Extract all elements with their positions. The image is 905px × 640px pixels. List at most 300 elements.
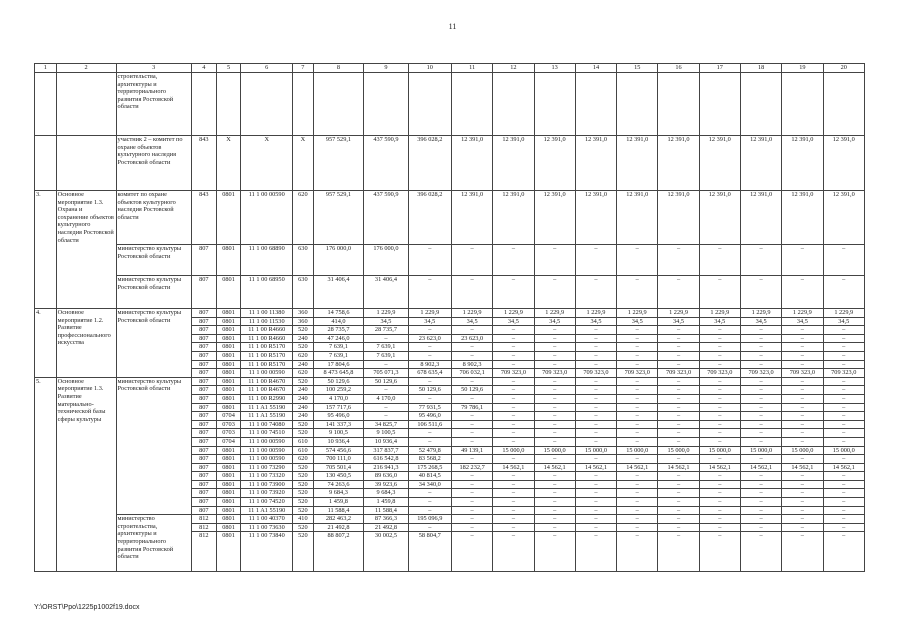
executor-cell: министерство культуры Ростовской области bbox=[116, 245, 191, 276]
value-cell: – bbox=[782, 523, 823, 532]
value-cell: 12 391,0 bbox=[823, 191, 864, 245]
value-cell: – bbox=[451, 489, 492, 498]
value-cell: – bbox=[493, 351, 534, 360]
value-cell: 807 bbox=[191, 429, 216, 438]
value-cell: 74 263,6 bbox=[313, 480, 364, 489]
value-cell: – bbox=[534, 351, 575, 360]
value-cell: – bbox=[534, 360, 575, 369]
value-cell: 15 000,0 bbox=[699, 446, 740, 455]
value-cell: 0801 bbox=[216, 386, 241, 395]
value-cell: – bbox=[782, 515, 823, 524]
value-cell: – bbox=[408, 276, 451, 309]
value-cell: – bbox=[493, 412, 534, 421]
value-cell: – bbox=[699, 515, 740, 524]
value-cell: 176 000,0 bbox=[364, 245, 408, 276]
value-cell: 1 229,9 bbox=[534, 309, 575, 318]
empty-cell bbox=[782, 73, 823, 136]
value-cell: – bbox=[823, 334, 864, 343]
value-cell: – bbox=[451, 412, 492, 421]
value-cell: – bbox=[699, 394, 740, 403]
value-cell: 807 bbox=[191, 489, 216, 498]
value-cell: 520 bbox=[293, 463, 314, 472]
value-cell: 28 735,7 bbox=[313, 326, 364, 335]
value-cell: – bbox=[823, 472, 864, 481]
value-cell: – bbox=[699, 480, 740, 489]
value-cell: 520 bbox=[293, 377, 314, 386]
value-cell: 0801 bbox=[216, 343, 241, 352]
value-cell: – bbox=[658, 506, 699, 515]
column-number-cell: 5 bbox=[216, 64, 241, 73]
value-cell: – bbox=[740, 480, 781, 489]
value-cell: 812 bbox=[191, 515, 216, 524]
value-cell: 12 391,0 bbox=[493, 191, 534, 245]
page-number: 11 bbox=[448, 22, 457, 31]
value-cell: 807 bbox=[191, 360, 216, 369]
value-cell: – bbox=[493, 532, 534, 572]
value-cell: 396 028,2 bbox=[408, 191, 451, 245]
value-cell: 0801 bbox=[216, 506, 241, 515]
value-cell: 34,5 bbox=[364, 317, 408, 326]
value-cell: 34,5 bbox=[534, 317, 575, 326]
value-cell: 1 229,9 bbox=[658, 309, 699, 318]
value-cell: 0801 bbox=[216, 334, 241, 343]
value-cell: – bbox=[408, 326, 451, 335]
column-number-cell: 18 bbox=[740, 64, 781, 73]
column-number-cell: 13 bbox=[534, 64, 575, 73]
value-cell: – bbox=[493, 334, 534, 343]
column-number-row bbox=[35, 64, 865, 73]
value-cell: 807 bbox=[191, 334, 216, 343]
value-cell: 709 323,0 bbox=[699, 369, 740, 378]
value-cell: – bbox=[658, 245, 699, 276]
empty-cell bbox=[293, 73, 314, 136]
value-cell: 11 1 A1 55190 bbox=[241, 506, 293, 515]
value-cell: – bbox=[451, 437, 492, 446]
value-cell: – bbox=[534, 472, 575, 481]
value-cell: – bbox=[823, 480, 864, 489]
value-cell: – bbox=[408, 245, 451, 276]
value-cell: – bbox=[575, 489, 616, 498]
value-cell: 240 bbox=[293, 360, 314, 369]
value-cell: 520 bbox=[293, 489, 314, 498]
value-cell: – bbox=[617, 437, 658, 446]
value-cell: 0801 bbox=[216, 351, 241, 360]
value-cell: – bbox=[823, 276, 864, 309]
value-cell: – bbox=[699, 455, 740, 464]
value-cell: 0703 bbox=[216, 420, 241, 429]
value-cell: 520 bbox=[293, 326, 314, 335]
executor-cell: министерство строительства, архитектуры и территориального развития Ростовской области bbox=[116, 515, 191, 572]
value-cell: 1 229,9 bbox=[575, 309, 616, 318]
value-cell: – bbox=[658, 429, 699, 438]
value-cell: 957 529,1 bbox=[313, 191, 364, 245]
value-cell: 410 bbox=[293, 515, 314, 524]
value-cell: – bbox=[740, 429, 781, 438]
value-cell: – bbox=[451, 523, 492, 532]
value-cell: X bbox=[241, 136, 293, 191]
value-cell: 709 323,0 bbox=[617, 369, 658, 378]
value-cell: – bbox=[534, 326, 575, 335]
value-cell: 77 931,5 bbox=[408, 403, 451, 412]
value-cell: 7 639,1 bbox=[364, 343, 408, 352]
value-cell: – bbox=[699, 403, 740, 412]
value-cell: 11 1 00 74080 bbox=[241, 420, 293, 429]
value-cell: – bbox=[534, 420, 575, 429]
value-cell: 7 639,1 bbox=[313, 351, 364, 360]
empty-cell bbox=[241, 73, 293, 136]
value-cell: – bbox=[493, 326, 534, 335]
value-cell: 610 bbox=[293, 446, 314, 455]
value-cell: 15 000,0 bbox=[823, 446, 864, 455]
value-cell: 14 562,1 bbox=[534, 463, 575, 472]
file-path-footer: Y:\ORST\Ppo\1225p1002f19.docx bbox=[34, 604, 140, 611]
value-cell: – bbox=[534, 480, 575, 489]
value-cell: – bbox=[493, 429, 534, 438]
value-cell: 50 129,6 bbox=[364, 377, 408, 386]
value-cell: – bbox=[658, 412, 699, 421]
value-cell: 11 1 00 68950 bbox=[241, 276, 293, 309]
value-cell: – bbox=[575, 412, 616, 421]
value-cell: 34,5 bbox=[782, 317, 823, 326]
value-cell: – bbox=[740, 403, 781, 412]
value-cell: 0801 bbox=[216, 403, 241, 412]
value-cell: – bbox=[493, 420, 534, 429]
executor-cell: министерство культуры Ростовской области bbox=[116, 276, 191, 309]
value-cell: 0801 bbox=[216, 369, 241, 378]
value-cell: 106 511,6 bbox=[408, 420, 451, 429]
value-cell: 0801 bbox=[216, 446, 241, 455]
table-row bbox=[35, 245, 865, 276]
value-cell: – bbox=[575, 343, 616, 352]
value-cell: – bbox=[658, 386, 699, 395]
value-cell: 11 1 00 00590 bbox=[241, 455, 293, 464]
value-cell: – bbox=[617, 245, 658, 276]
value-cell: 11 1 00 73630 bbox=[241, 523, 293, 532]
value-cell: – bbox=[658, 360, 699, 369]
value-cell: 705 501,4 bbox=[313, 463, 364, 472]
value-cell: 15 000,0 bbox=[740, 446, 781, 455]
value-cell: 11 1 00 R4660 bbox=[241, 326, 293, 335]
value-cell: – bbox=[782, 403, 823, 412]
value-cell: 11 1 00 73290 bbox=[241, 463, 293, 472]
value-cell: 4 170,0 bbox=[364, 394, 408, 403]
value-cell: 709 323,0 bbox=[658, 369, 699, 378]
value-cell: 34,5 bbox=[451, 317, 492, 326]
value-cell: – bbox=[493, 455, 534, 464]
value-cell: – bbox=[534, 489, 575, 498]
value-cell: – bbox=[617, 343, 658, 352]
value-cell: 8 473 645,8 bbox=[313, 369, 364, 378]
value-cell: – bbox=[823, 489, 864, 498]
value-cell: – bbox=[658, 326, 699, 335]
value-cell: 12 391,0 bbox=[782, 191, 823, 245]
value-cell: 11 1 00 R2990 bbox=[241, 394, 293, 403]
table-row bbox=[35, 136, 865, 191]
value-cell: – bbox=[823, 429, 864, 438]
value-cell: – bbox=[575, 334, 616, 343]
value-cell: 34,5 bbox=[493, 317, 534, 326]
value-cell: 1 229,9 bbox=[699, 309, 740, 318]
value-cell: – bbox=[699, 420, 740, 429]
value-cell: – bbox=[740, 420, 781, 429]
value-cell: 87 366,3 bbox=[364, 515, 408, 524]
value-cell: 12 391,0 bbox=[451, 136, 492, 191]
value-cell: 1 229,9 bbox=[617, 309, 658, 318]
value-cell: 0801 bbox=[216, 498, 241, 507]
value-cell: – bbox=[782, 472, 823, 481]
empty-cell bbox=[823, 73, 864, 136]
event-number: 5. bbox=[35, 377, 57, 572]
value-cell: 14 562,1 bbox=[740, 463, 781, 472]
value-cell: – bbox=[617, 498, 658, 507]
value-cell: – bbox=[575, 532, 616, 572]
column-number-cell: 8 bbox=[313, 64, 364, 73]
value-cell: – bbox=[451, 455, 492, 464]
value-cell: – bbox=[740, 437, 781, 446]
value-cell: 11 588,4 bbox=[364, 506, 408, 515]
value-cell: 807 bbox=[191, 369, 216, 378]
value-cell: – bbox=[534, 334, 575, 343]
value-cell: 11 1 A1 55190 bbox=[241, 403, 293, 412]
value-cell: – bbox=[740, 343, 781, 352]
value-cell: 520 bbox=[293, 498, 314, 507]
value-cell: – bbox=[493, 343, 534, 352]
value-cell: – bbox=[823, 403, 864, 412]
value-cell: 709 323,0 bbox=[740, 369, 781, 378]
value-cell: – bbox=[740, 472, 781, 481]
value-cell: 807 bbox=[191, 351, 216, 360]
value-cell: – bbox=[699, 326, 740, 335]
value-cell: 34,5 bbox=[699, 317, 740, 326]
value-cell: 240 bbox=[293, 412, 314, 421]
value-cell: – bbox=[658, 334, 699, 343]
value-cell: – bbox=[575, 420, 616, 429]
value-cell: – bbox=[617, 334, 658, 343]
value-cell: 14 562,1 bbox=[658, 463, 699, 472]
value-cell: – bbox=[699, 412, 740, 421]
value-cell: 40 814,5 bbox=[408, 472, 451, 481]
value-cell: 0801 bbox=[216, 191, 241, 245]
value-cell: – bbox=[451, 429, 492, 438]
value-cell: 843 bbox=[191, 136, 216, 191]
executor-cell: министерство культуры Ростовской области bbox=[116, 309, 191, 378]
value-cell: – bbox=[534, 455, 575, 464]
value-cell: – bbox=[699, 276, 740, 309]
value-cell: – bbox=[364, 360, 408, 369]
value-cell: 15 000,0 bbox=[575, 446, 616, 455]
value-cell: 21 492,8 bbox=[313, 523, 364, 532]
value-cell: – bbox=[575, 245, 616, 276]
value-cell: – bbox=[493, 276, 534, 309]
value-cell: 843 bbox=[191, 191, 216, 245]
value-cell: 12 391,0 bbox=[782, 136, 823, 191]
value-cell: – bbox=[575, 472, 616, 481]
value-cell: – bbox=[617, 523, 658, 532]
value-cell: – bbox=[451, 480, 492, 489]
value-cell: – bbox=[575, 480, 616, 489]
empty-cell bbox=[740, 73, 781, 136]
value-cell: 520 bbox=[293, 506, 314, 515]
table-row bbox=[35, 377, 865, 386]
value-cell: – bbox=[823, 523, 864, 532]
value-cell: – bbox=[823, 455, 864, 464]
value-cell: 12 391,0 bbox=[451, 191, 492, 245]
value-cell: 47 246,0 bbox=[313, 334, 364, 343]
value-cell: – bbox=[408, 394, 451, 403]
value-cell: – bbox=[740, 515, 781, 524]
value-cell: – bbox=[823, 351, 864, 360]
value-cell: – bbox=[493, 403, 534, 412]
value-cell: – bbox=[534, 515, 575, 524]
value-cell: – bbox=[617, 480, 658, 489]
value-cell: 12 391,0 bbox=[575, 136, 616, 191]
value-cell: 10 936,4 bbox=[364, 437, 408, 446]
value-cell: 709 323,0 bbox=[493, 369, 534, 378]
value-cell: – bbox=[451, 245, 492, 276]
value-cell: 709 323,0 bbox=[575, 369, 616, 378]
value-cell: 12 391,0 bbox=[617, 136, 658, 191]
value-cell: – bbox=[782, 360, 823, 369]
value-cell: – bbox=[823, 437, 864, 446]
value-cell: 1 229,9 bbox=[782, 309, 823, 318]
value-cell: – bbox=[823, 326, 864, 335]
column-number-cell: 12 bbox=[493, 64, 534, 73]
value-cell: – bbox=[575, 498, 616, 507]
value-cell: 610 bbox=[293, 437, 314, 446]
value-cell: – bbox=[740, 455, 781, 464]
event-number: 3. bbox=[35, 191, 57, 309]
table-row bbox=[35, 73, 865, 136]
value-cell: 807 bbox=[191, 420, 216, 429]
value-cell: 0801 bbox=[216, 394, 241, 403]
value-cell: 7 639,1 bbox=[364, 351, 408, 360]
value-cell: – bbox=[408, 523, 451, 532]
event-cell bbox=[56, 136, 116, 191]
value-cell: – bbox=[451, 343, 492, 352]
value-cell: – bbox=[782, 429, 823, 438]
value-cell: – bbox=[493, 386, 534, 395]
value-cell: 14 562,1 bbox=[823, 463, 864, 472]
value-cell: – bbox=[740, 351, 781, 360]
value-cell: – bbox=[740, 360, 781, 369]
value-cell: 807 bbox=[191, 394, 216, 403]
table-row bbox=[35, 515, 865, 524]
value-cell: 7 639,1 bbox=[313, 343, 364, 352]
value-cell: – bbox=[782, 326, 823, 335]
value-cell: 807 bbox=[191, 437, 216, 446]
column-number-cell: 14 bbox=[575, 64, 616, 73]
value-cell: – bbox=[699, 532, 740, 572]
value-cell: – bbox=[575, 326, 616, 335]
value-cell: 807 bbox=[191, 455, 216, 464]
value-cell: 1 459,8 bbox=[313, 498, 364, 507]
column-number-cell: 4 bbox=[191, 64, 216, 73]
executor-cell: участник 2 – комитет по охране объектов культурного наследия Ростовской области bbox=[116, 136, 191, 191]
value-cell: 4 170,0 bbox=[313, 394, 364, 403]
value-cell: – bbox=[451, 326, 492, 335]
value-cell: 0801 bbox=[216, 276, 241, 309]
value-cell: – bbox=[823, 506, 864, 515]
value-cell: 30 002,5 bbox=[364, 532, 408, 572]
value-cell: – bbox=[699, 506, 740, 515]
value-cell: – bbox=[658, 515, 699, 524]
column-number-cell: 2 bbox=[56, 64, 116, 73]
value-cell: 23 623,0 bbox=[408, 334, 451, 343]
value-cell: – bbox=[740, 276, 781, 309]
value-cell: 12 391,0 bbox=[493, 136, 534, 191]
event-name: Основное мероприятие 1.3. Развитие материально-технической базы сферы культуры bbox=[56, 377, 116, 572]
value-cell: 1 229,9 bbox=[740, 309, 781, 318]
value-cell: – bbox=[617, 403, 658, 412]
value-cell: 807 bbox=[191, 343, 216, 352]
value-cell: – bbox=[823, 515, 864, 524]
value-cell: 95 496,0 bbox=[408, 412, 451, 421]
value-cell: 807 bbox=[191, 276, 216, 309]
value-cell: 176 000,0 bbox=[313, 245, 364, 276]
value-cell: 11 1 00 00590 bbox=[241, 191, 293, 245]
empty-cell bbox=[216, 73, 241, 136]
value-cell: 0801 bbox=[216, 360, 241, 369]
value-cell: 1 229,9 bbox=[451, 309, 492, 318]
value-cell: 34,5 bbox=[575, 317, 616, 326]
column-number-cell: 16 bbox=[658, 64, 699, 73]
value-cell: – bbox=[782, 386, 823, 395]
value-cell: 15 000,0 bbox=[493, 446, 534, 455]
value-cell: 31 406,4 bbox=[364, 276, 408, 309]
event-cell bbox=[56, 73, 116, 136]
value-cell: 12 391,0 bbox=[823, 136, 864, 191]
value-cell: 396 028,2 bbox=[408, 136, 451, 191]
value-cell: – bbox=[617, 506, 658, 515]
value-cell: 9 100,5 bbox=[364, 429, 408, 438]
value-cell: – bbox=[534, 437, 575, 446]
value-cell: 12 391,0 bbox=[658, 191, 699, 245]
value-cell: – bbox=[658, 403, 699, 412]
value-cell: 11 1 00 R5170 bbox=[241, 343, 293, 352]
value-cell: – bbox=[782, 532, 823, 572]
column-number-cell: 7 bbox=[293, 64, 314, 73]
value-cell: – bbox=[782, 412, 823, 421]
value-cell: – bbox=[575, 360, 616, 369]
empty-cell bbox=[534, 73, 575, 136]
value-cell: 520 bbox=[293, 429, 314, 438]
value-cell: 11 1 00 73900 bbox=[241, 480, 293, 489]
value-cell: – bbox=[493, 506, 534, 515]
value-cell: 182 232,7 bbox=[451, 463, 492, 472]
value-cell: 12 391,0 bbox=[617, 191, 658, 245]
value-cell: 807 bbox=[191, 446, 216, 455]
value-cell: 12 391,0 bbox=[699, 136, 740, 191]
value-cell: 807 bbox=[191, 309, 216, 318]
value-cell: – bbox=[782, 245, 823, 276]
value-cell: 1 229,9 bbox=[408, 309, 451, 318]
value-cell: 616 542,8 bbox=[364, 455, 408, 464]
value-cell: 14 758,6 bbox=[313, 309, 364, 318]
value-cell: 34,5 bbox=[740, 317, 781, 326]
value-cell: – bbox=[451, 506, 492, 515]
column-number-cell: 1 bbox=[35, 64, 57, 73]
value-cell: – bbox=[740, 532, 781, 572]
value-cell: – bbox=[451, 377, 492, 386]
value-cell: – bbox=[782, 334, 823, 343]
value-cell: 240 bbox=[293, 334, 314, 343]
value-cell: – bbox=[575, 377, 616, 386]
value-cell: 620 bbox=[293, 351, 314, 360]
value-cell: 709 323,0 bbox=[782, 369, 823, 378]
value-cell: – bbox=[534, 377, 575, 386]
value-cell: – bbox=[699, 489, 740, 498]
value-cell: – bbox=[617, 420, 658, 429]
